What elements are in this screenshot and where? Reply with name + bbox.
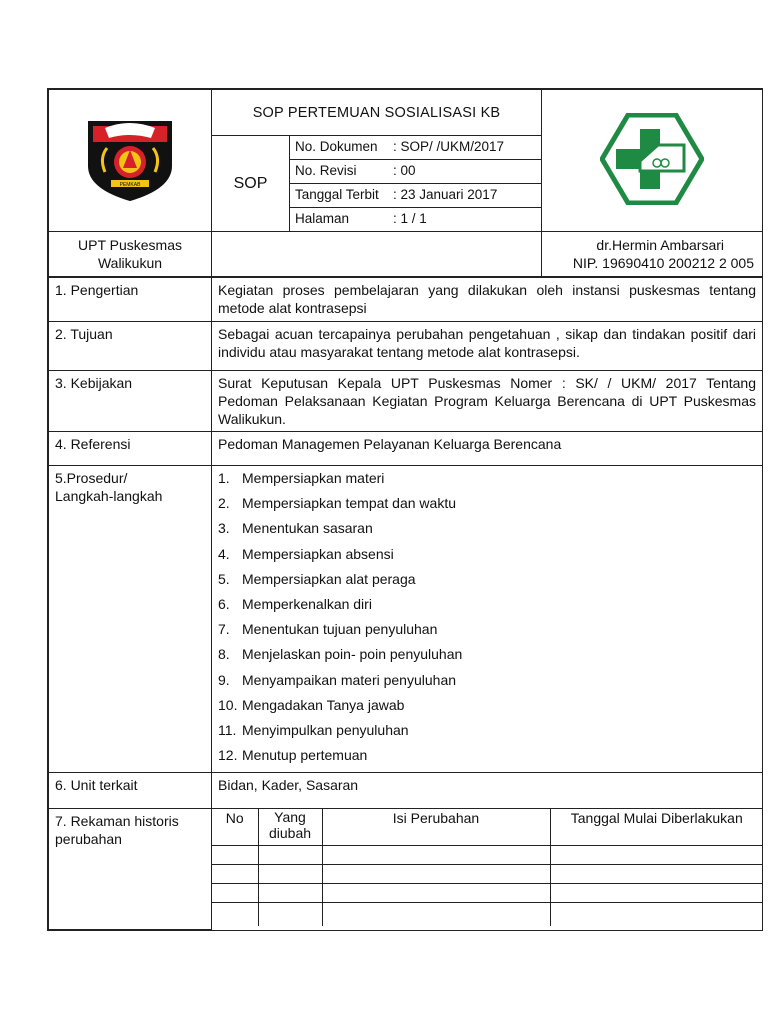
history-table	[212, 809, 763, 926]
document-title: SOP PERTEMUAN SOSIALISASI KB	[212, 90, 542, 136]
step-text: Menyampaikan materi penyuluhan	[242, 671, 457, 688]
step-text: Mengadakan Tanya jawab	[242, 696, 405, 713]
step-text: Menyimpulkan penyuluhan	[242, 721, 409, 738]
step-text: Menjelaskan poin- poin penyuluhan	[242, 646, 463, 663]
step-number: 4.	[218, 545, 230, 562]
kebijakan-text: Surat Keputusan Kepala UPT Puskesmas Nomer : SK/ / UKM/ 2017 Tentang Pedoman Pelaksanaan Kegiatan Program Keluarga Berencana di UPT Puskesmas Walikukun.	[212, 371, 763, 432]
list-item	[218, 721, 756, 746]
list-item	[218, 696, 756, 721]
rekaman-table-cell	[212, 809, 763, 930]
empty-signature-space	[212, 232, 542, 277]
meta-halaman: Halaman : 1 / 1	[290, 208, 542, 232]
step-text: Menentukan sasaran	[242, 520, 373, 537]
header-table	[48, 89, 763, 277]
list-item	[218, 545, 756, 570]
step-number: 5.	[218, 570, 230, 587]
step-number: 1.	[218, 470, 230, 486]
col-yang-diubah: Yang diubah	[258, 809, 322, 845]
referensi-label: 4. Referensi	[49, 432, 212, 466]
step-number: 12.	[218, 747, 238, 764]
meta-no-dokumen: No. Dokumen : SOP/ /UKM/2017	[290, 136, 542, 160]
list-item	[218, 570, 756, 595]
kebijakan-label: 3. Kebijakan	[49, 371, 212, 432]
tujuan-label: 2. Tujuan	[49, 322, 212, 371]
svg-text:PEMKAB: PEMKAB	[119, 181, 141, 188]
step-text: Mempersiapkan materi	[242, 470, 385, 486]
unit-terkait-text: Bidan, Kader, Sasaran	[212, 773, 763, 809]
step-text: Mempersiapkan absensi	[242, 545, 394, 562]
table-row	[212, 902, 763, 926]
regency-crest-icon	[85, 116, 175, 202]
tujuan-text: Sebagai acuan tercapainya perubahan pengetahuan , sikap dan tindakan positif dari individu atau masyarakat tentang metode alat kontrasepsi.	[212, 322, 763, 371]
referensi-text: Pedoman Managemen Pelayanan Keluarga Berencana	[212, 432, 763, 466]
col-tanggal-mulai: Tanggal Mulai Diberlakukan	[550, 809, 763, 845]
table-row	[212, 864, 763, 883]
step-number: 7.	[218, 621, 230, 638]
list-item	[218, 519, 756, 544]
step-number: 10.	[218, 696, 238, 713]
list-item	[218, 469, 756, 494]
pengertian-label: 1. Pengertian	[49, 278, 212, 322]
prosedur-steps	[212, 466, 763, 773]
step-text: Menentukan tujuan penyuluhan	[242, 621, 438, 638]
pengertian-text: Kegiatan proses pembelajaran yang dilakukan oleh instansi puskesmas tentang metode alat kontrasepsi	[212, 278, 763, 322]
body-table	[48, 277, 763, 930]
list-item	[218, 595, 756, 620]
step-number: 8.	[218, 646, 230, 663]
step-number: 2.	[218, 495, 230, 512]
col-isi-perubahan: Isi Perubahan	[322, 809, 550, 845]
table-row	[212, 845, 763, 864]
meta-tanggal-terbit: Tanggal Terbit : 23 Januari 2017	[290, 184, 542, 208]
col-no: No	[212, 809, 258, 845]
table-row	[212, 883, 763, 902]
step-number: 6.	[218, 595, 230, 612]
puskesmas-logo-icon	[600, 113, 704, 205]
list-item	[218, 645, 756, 670]
step-number: 11.	[218, 721, 237, 738]
puskesmas-logo-cell	[542, 90, 763, 232]
regency-logo-cell	[49, 90, 212, 232]
step-text: Memperkenalkan diri	[242, 595, 372, 612]
sop-document	[47, 88, 763, 931]
step-number: 9.	[218, 671, 230, 688]
rekaman-label: 7. Rekaman historis perubahan	[49, 809, 212, 930]
org-name: UPT Puskesmas Walikukun	[49, 232, 212, 277]
unit-terkait-label: 6. Unit terkait	[49, 773, 212, 809]
list-item	[218, 746, 756, 771]
step-text: Mempersiapkan alat peraga	[242, 570, 416, 587]
list-item	[218, 671, 756, 696]
meta-no-revisi: No. Revisi : 00	[290, 160, 542, 184]
step-text: Menutup pertemuan	[242, 747, 368, 764]
steps-list	[212, 469, 762, 771]
step-number: 3.	[218, 520, 230, 537]
list-item	[218, 494, 756, 519]
signer-block: dr.Hermin Ambarsari NIP. 19690410 200212 2 005	[542, 232, 763, 277]
prosedur-label: 5.Prosedur/ Langkah-langkah	[49, 466, 212, 773]
sop-label: SOP	[212, 136, 290, 232]
list-item	[218, 620, 756, 645]
step-text: Mempersiapkan tempat dan waktu	[242, 495, 456, 512]
